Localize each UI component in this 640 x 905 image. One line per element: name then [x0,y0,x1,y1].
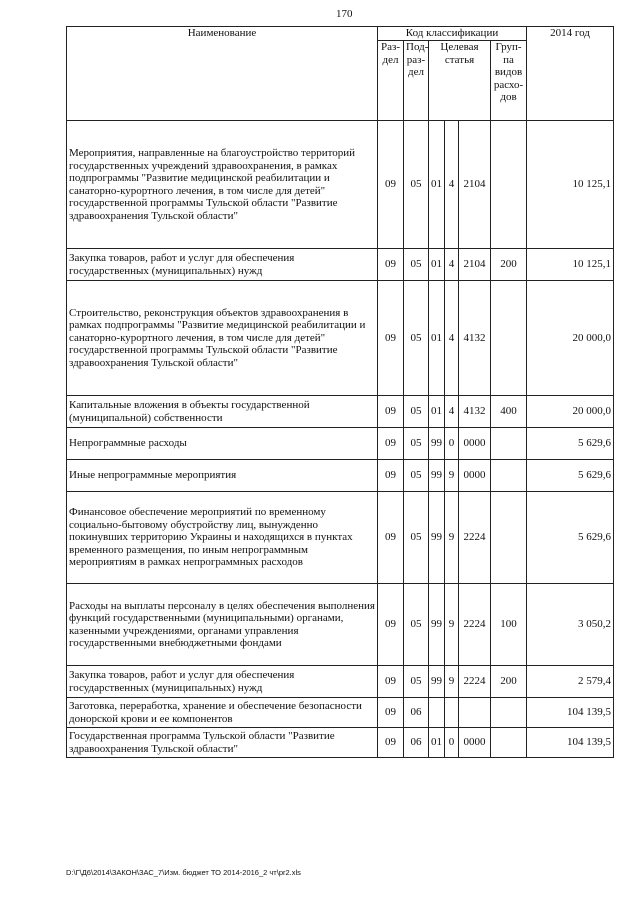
cell-amount: 5 629,6 [527,492,614,584]
cell-name: Государственная программа Тульской области "Развитие здравоохранения Тульской области" [67,728,378,758]
cell-cs3: 2224 [459,666,491,698]
cell-group [491,728,527,758]
cell-name: Непрограммные расходы [67,428,378,460]
table-row [67,584,614,666]
cell-cs1: 99 [429,460,445,492]
page-number: 170 [336,8,353,20]
table-row [67,728,614,758]
cell-name: Мероприятия, направленные на благоустройство территорий государственных учреждений здравоохранения, в рамках подпрограммы "Развитие медицинской реабилитации и санаторно-курортного лечения, в том числе для детей" государственной программы Тульской области "Развитие здравоохранения Тульской области" [67,121,378,249]
header-name: Наименование [67,27,378,121]
table-row [67,249,614,281]
cell-group: 100 [491,584,527,666]
header-group: Груп- па видов расхо- дов [491,41,527,121]
cell-podrazdel: 05 [404,666,429,698]
cell-podrazdel: 05 [404,460,429,492]
cell-group: 400 [491,396,527,428]
header-year: 2014 год [527,27,614,121]
cell-cs3: 2104 [459,249,491,281]
cell-amount: 10 125,1 [527,121,614,249]
table-row [67,121,614,249]
cell-name: Капитальные вложения в объекты государственной (муниципальной) собственности [67,396,378,428]
cell-name: Заготовка, переработка, хранение и обеспечение безопасности донорской крови и ее компонентов [67,698,378,728]
cell-group [491,281,527,396]
table-row [67,396,614,428]
cell-name: Иные непрограммные мероприятия [67,460,378,492]
cell-razdel: 09 [378,492,404,584]
file-path-footer: D:\Г\Д6\2014\ЗАКОН\ЗАС_7\Изм. бюджет ТО 2014-2016_2 чт\pr2.xls [66,868,301,877]
cell-cs3: 0000 [459,728,491,758]
cell-cs2: 9 [445,492,459,584]
cell-cs1: 99 [429,492,445,584]
cell-name: Закупка товаров, работ и услуг для обеспечения государственных (муниципальных) нужд [67,249,378,281]
cell-podrazdel: 05 [404,492,429,584]
cell-amount: 3 050,2 [527,584,614,666]
cell-cs2: 0 [445,728,459,758]
cell-name: Закупка товаров, работ и услуг для обеспечения государственных (муниципальных) нужд [67,666,378,698]
cell-cs1: 99 [429,666,445,698]
cell-razdel: 09 [378,460,404,492]
cell-podrazdel: 05 [404,584,429,666]
cell-razdel: 09 [378,584,404,666]
table-row [67,492,614,584]
cell-amount: 104 139,5 [527,698,614,728]
cell-amount: 5 629,6 [527,428,614,460]
cell-cs1: 01 [429,396,445,428]
cell-razdel: 09 [378,428,404,460]
header-classification: Код классификации [378,27,527,41]
cell-cs3: 4132 [459,281,491,396]
cell-cs1: 01 [429,249,445,281]
cell-group [491,460,527,492]
header-subsection: Под- раз- дел [404,41,429,121]
cell-podrazdel: 05 [404,281,429,396]
cell-podrazdel: 05 [404,249,429,281]
cell-razdel: 09 [378,728,404,758]
cell-cs1: 99 [429,428,445,460]
cell-cs3: 2224 [459,492,491,584]
cell-razdel: 09 [378,698,404,728]
cell-razdel: 09 [378,666,404,698]
cell-podrazdel: 05 [404,121,429,249]
cell-cs2: 4 [445,121,459,249]
cell-razdel: 09 [378,121,404,249]
cell-razdel: 09 [378,396,404,428]
cell-group [491,698,527,728]
cell-cs1: 99 [429,584,445,666]
cell-cs3: 2104 [459,121,491,249]
cell-cs2: 4 [445,396,459,428]
cell-cs1: 01 [429,121,445,249]
table-row [67,428,614,460]
cell-cs2: 9 [445,666,459,698]
cell-cs3: 2224 [459,584,491,666]
cell-amount: 10 125,1 [527,249,614,281]
cell-razdel: 09 [378,281,404,396]
cell-amount: 5 629,6 [527,460,614,492]
cell-name: Расходы на выплаты персоналу в целях обеспечения выполнения функций государственными (муниципальными) органами, казенными учреждениями, органами управления государственными внебюджетными фондами [67,584,378,666]
cell-cs2 [445,698,459,728]
header-target: Целевая статья [429,41,491,121]
cell-cs3: 0000 [459,460,491,492]
cell-cs2: 0 [445,428,459,460]
cell-cs1 [429,698,445,728]
table-row [67,698,614,728]
cell-amount: 20 000,0 [527,396,614,428]
cell-name: Строительство, реконструкция объектов здравоохранения в рамках подпрограммы "Развитие медицинской реабилитации и санаторно-курортного лечения, в том числе для детей" государственной программы Тульской области "Развитие здравоохранения Тульской области" [67,281,378,396]
cell-cs2: 9 [445,460,459,492]
cell-group: 200 [491,249,527,281]
cell-group: 200 [491,666,527,698]
cell-group [491,492,527,584]
cell-group [491,121,527,249]
budget-table [66,26,614,758]
header-section: Раз- дел [378,41,404,121]
cell-cs3 [459,698,491,728]
cell-cs1: 01 [429,281,445,396]
cell-cs2: 9 [445,584,459,666]
cell-razdel: 09 [378,249,404,281]
table-row [67,666,614,698]
cell-podrazdel: 06 [404,698,429,728]
cell-cs2: 4 [445,249,459,281]
cell-amount: 20 000,0 [527,281,614,396]
cell-group [491,428,527,460]
cell-cs3: 0000 [459,428,491,460]
table-row [67,460,614,492]
cell-cs2: 4 [445,281,459,396]
cell-name: Финансовое обеспечение мероприятий по временному социально-бытовому обустройству лиц, вынужденно покинувших территорию Украины и находящихся в пунктах временного размещения, по иным непрограммным мероприятиям в рамках непрограммных расходов [67,492,378,584]
table-row [67,281,614,396]
cell-cs1: 01 [429,728,445,758]
cell-amount: 2 579,4 [527,666,614,698]
cell-cs3: 4132 [459,396,491,428]
cell-amount: 104 139,5 [527,728,614,758]
cell-podrazdel: 05 [404,428,429,460]
cell-podrazdel: 06 [404,728,429,758]
cell-podrazdel: 05 [404,396,429,428]
